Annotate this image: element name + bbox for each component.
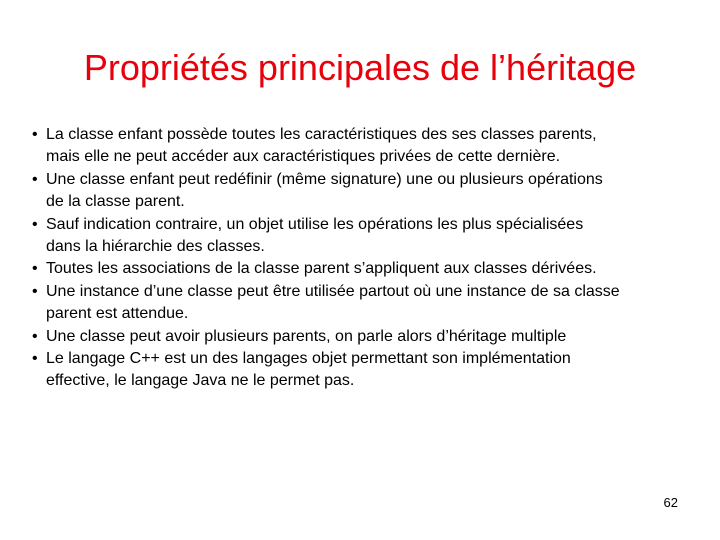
bullet-icon: • bbox=[32, 282, 38, 300]
list-item bbox=[32, 281, 702, 326]
bullet-text: Une classe enfant peut redéfinir (même signature) une ou plusieurs opérations bbox=[46, 170, 603, 188]
bullet-text-continuation: parent est attendue. bbox=[46, 305, 189, 323]
list-item bbox=[32, 214, 702, 259]
bullet-icon: • bbox=[32, 215, 38, 233]
list-item bbox=[32, 124, 702, 169]
bullet-icon: • bbox=[32, 327, 38, 345]
bullet-icon: • bbox=[32, 126, 38, 143]
slide-title: Propriétés principales de l’héritage bbox=[83, 47, 637, 88]
list-item bbox=[32, 258, 702, 280]
bullet-text: Le langage C++ est un des langages objet permettant son implémentation bbox=[46, 350, 571, 368]
bullet-icon: • bbox=[32, 260, 38, 278]
bullet-text: Une classe peut avoir plusieurs parents, on parle alors d’héritage multiple bbox=[46, 327, 567, 345]
list-item bbox=[32, 326, 702, 348]
page-number: 62 bbox=[663, 495, 678, 510]
list-item bbox=[32, 348, 702, 393]
bullet-text: Sauf indication contraire, un objet utilise les opérations les plus spécialisées bbox=[46, 215, 584, 233]
list-item bbox=[32, 169, 702, 214]
bullet-icon: • bbox=[32, 350, 38, 368]
bullet-text: Une instance d’une classe peut être utilisée partout où une instance de sa classe bbox=[46, 282, 620, 300]
bullet-text-continuation: de la classe parent. bbox=[46, 193, 185, 211]
bullet-text: La classe enfant possède toutes les caractéristiques des ses classes parents, bbox=[46, 126, 597, 143]
bullet-text-continuation: dans la hiérarchie des classes. bbox=[46, 238, 265, 256]
bullet-text-continuation: effective, le langage Java ne le permet pas. bbox=[46, 372, 355, 390]
bullet-text: Toutes les associations de la classe parent s’appliquent aux classes dérivées. bbox=[46, 260, 597, 278]
bullet-list bbox=[32, 124, 702, 393]
bullet-icon: • bbox=[32, 170, 38, 188]
bullet-text-continuation: mais elle ne peut accéder aux caractéristiques privées de cette dernière. bbox=[46, 148, 561, 166]
